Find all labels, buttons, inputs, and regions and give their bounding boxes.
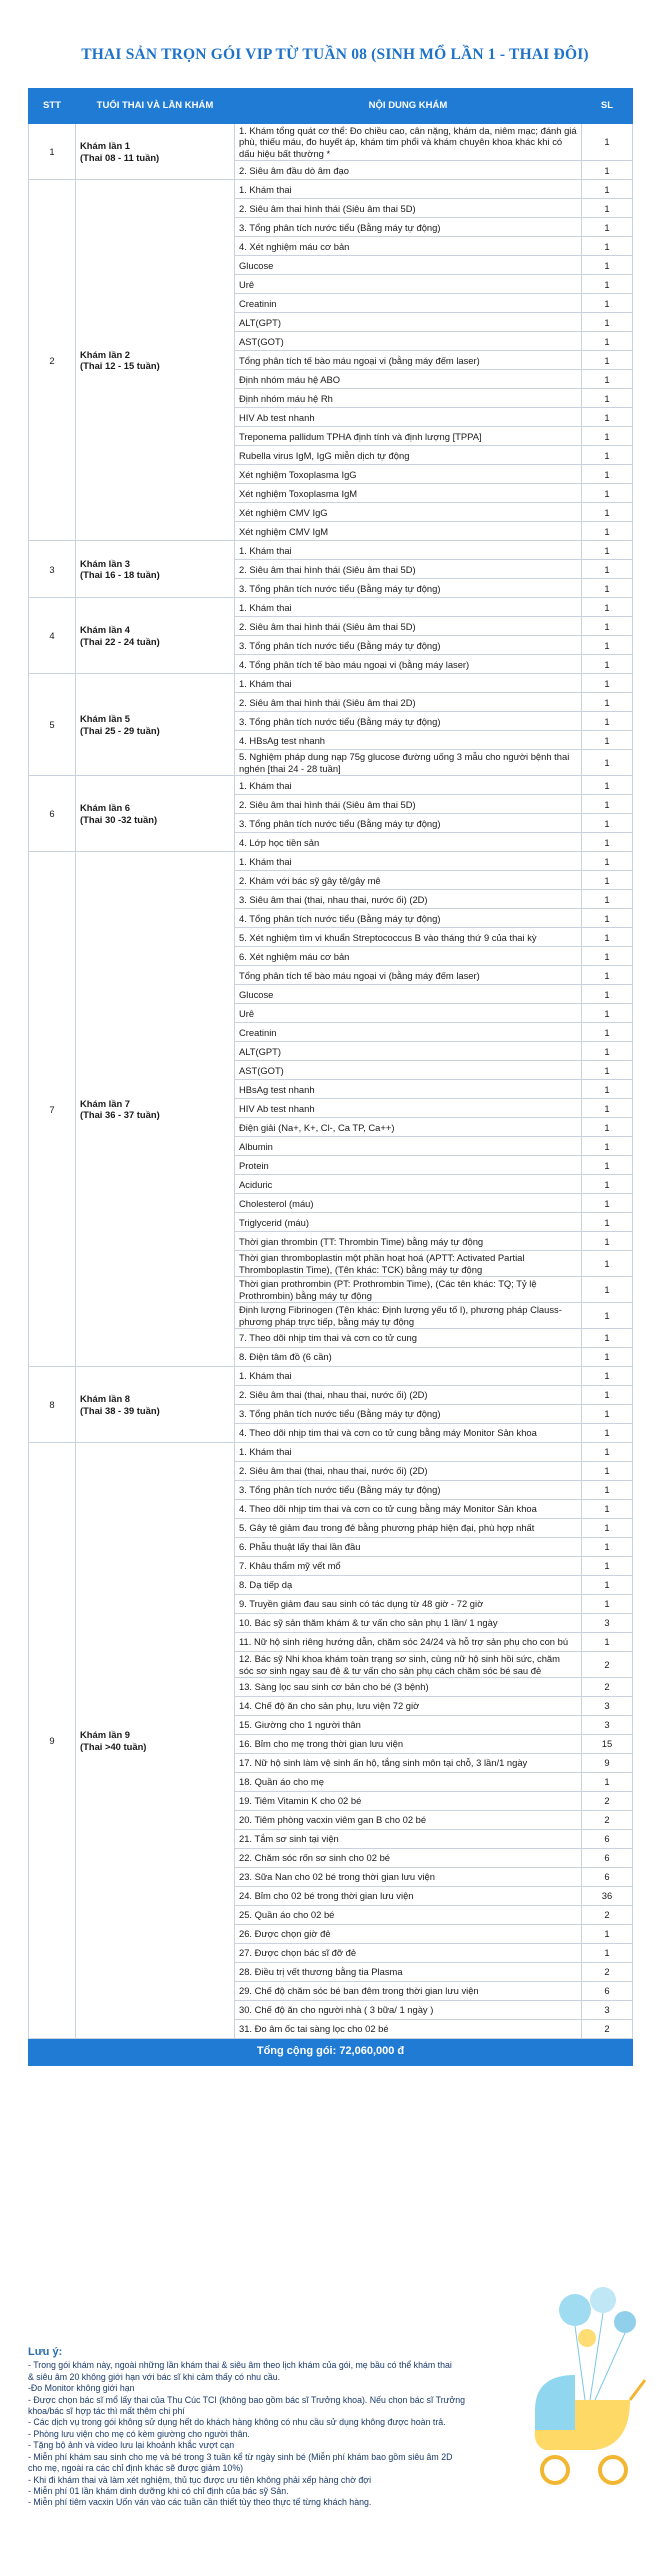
exam-content: Định nhóm máu hệ ABO xyxy=(235,370,582,389)
exam-quantity: 1 xyxy=(582,712,633,731)
note-line: -Đo Monitor không giới hạn xyxy=(28,2383,135,2394)
exam-content: 4. Tổng phân tích nước tiểu (Bằng máy tự động) xyxy=(235,909,582,928)
exam-content: Protein xyxy=(235,1156,582,1175)
exam-content: HIV Ab test nhanh xyxy=(235,408,582,427)
exam-quantity: 1 xyxy=(582,1329,633,1348)
exam-content: 13. Sàng lọc sau sinh cơ bản cho bé (3 bệnh) xyxy=(235,1678,582,1697)
exam-content: Định nhóm máu hệ Rh xyxy=(235,389,582,408)
exam-content: 7. Khâu thẩm mỹ vết mổ xyxy=(235,1557,582,1576)
exam-quantity: 1 xyxy=(582,1156,633,1175)
exam-content: 2. Siêu âm đầu dò âm đạo xyxy=(235,161,582,180)
exam-quantity: 1 xyxy=(582,579,633,598)
exam-quantity: 1 xyxy=(582,693,633,712)
exam-content: Triglycerid (máu) xyxy=(235,1213,582,1232)
exam-quantity: 1 xyxy=(582,1481,633,1500)
exam-content: 3. Tổng phân tích nước tiểu (Bằng máy tự động) xyxy=(235,814,582,833)
exam-content: 25. Quần áo cho 02 bé xyxy=(235,1906,582,1925)
exam-content: Tổng phân tích tế bào máu ngoại vi (bằng máy đếm laser) xyxy=(235,966,582,985)
header-content: NỘI DUNG KHÁM xyxy=(235,89,582,124)
visit-label-cell xyxy=(76,124,235,180)
exam-quantity: 1 xyxy=(582,275,633,294)
exam-content: 2. Siêu âm thai hình thái (Siêu âm thai 5D) xyxy=(235,560,582,579)
exam-quantity: 1 xyxy=(582,199,633,218)
exam-content: 4. Lớp học tiền sản xyxy=(235,833,582,852)
note-line: cho mẹ, ngoài ra các chỉ định khác sẽ được giảm 10%) xyxy=(28,2463,244,2474)
exam-content: 2. Siêu âm thai hình thái (Siêu âm thai 5D) xyxy=(235,199,582,218)
exam-quantity: 1 xyxy=(582,1944,633,1963)
exam-content: 17. Nữ hộ sinh làm vệ sinh ấn hộ, tắng sinh môn tại chỗ, 3 lần/1 ngày xyxy=(235,1754,582,1773)
exam-quantity: 1 xyxy=(582,966,633,985)
exam-quantity: 1 xyxy=(582,1500,633,1519)
exam-content: 6. Phẫu thuật lấy thai lần đầu xyxy=(235,1538,582,1557)
exam-content: Aciduric xyxy=(235,1175,582,1194)
exam-content: 3. Tổng phân tích nước tiểu (Bằng máy tự động) xyxy=(235,712,582,731)
visit-label-cell xyxy=(76,674,235,776)
visit-weeks: (Thai 25 - 29 tuần) xyxy=(80,724,160,736)
exam-quantity: 1 xyxy=(582,1443,633,1462)
exam-content: 9. Truyền giảm đau sau sinh có tác dụng từ 48 giờ - 72 giờ xyxy=(235,1595,582,1614)
exam-quantity: 3 xyxy=(582,1697,633,1716)
exam-quantity: 1 xyxy=(582,1137,633,1156)
exam-quantity: 1 xyxy=(582,1462,633,1481)
exam-quantity: 1 xyxy=(582,1633,633,1652)
exam-content: Thời gian thromboplastin một phần hoạt hoá (APTT: Activated Partial Thromboplastin Time), (Tên khác: TCK) bằng máy tự động xyxy=(235,1251,582,1277)
exam-quantity: 1 xyxy=(582,1367,633,1386)
exam-quantity: 2 xyxy=(582,1652,633,1678)
exam-quantity: 1 xyxy=(582,985,633,1004)
exam-content: 2. Khám với bác sỹ gây tê/gây mê xyxy=(235,871,582,890)
exam-quantity: 1 xyxy=(582,871,633,890)
visit-label-cell xyxy=(76,598,235,674)
exam-quantity: 1 xyxy=(582,237,633,256)
exam-content: 2. Siêu âm thai hình thái (Siêu âm thai 2D) xyxy=(235,693,582,712)
exam-content: Tổng phân tích tế bào máu ngoại vi (bằng máy đếm laser) xyxy=(235,351,582,370)
exam-content: 4. Theo dõi nhịp tim thai và cơn co tử cung bằng máy Monitor Sản khoa xyxy=(235,1424,582,1443)
exam-content: 2. Siêu âm thai (thai, nhau thai, nước ối) (2D) xyxy=(235,1386,582,1405)
exam-quantity: 6 xyxy=(582,1849,633,1868)
visit-number: 9 xyxy=(29,1443,76,2039)
exam-quantity: 1 xyxy=(582,1004,633,1023)
visit-label-cell xyxy=(76,541,235,598)
exam-quantity: 1 xyxy=(582,1194,633,1213)
visit-number: 1 xyxy=(29,124,76,180)
exam-content: 24. Bỉm cho 02 bé trong thời gian lưu viện xyxy=(235,1887,582,1906)
exam-content: 2. Siêu âm thai hình thái (Siêu âm thai 5D) xyxy=(235,795,582,814)
exam-quantity: 1 xyxy=(582,1213,633,1232)
exam-quantity: 1 xyxy=(582,1348,633,1367)
notes-section xyxy=(28,2345,528,2509)
exam-content: 4. Xét nghiệm máu cơ bản xyxy=(235,237,582,256)
visit-weeks: (Thai 36 - 37 tuần) xyxy=(80,1109,160,1121)
table-row xyxy=(29,541,633,560)
exam-content: 3. Siêu âm thai (thai, nhau thai, nước ối) (2D) xyxy=(235,890,582,909)
exam-content: 3. Tổng phân tích nước tiểu (Bằng máy tự động) xyxy=(235,218,582,237)
exam-content: 14. Chế độ ăn cho sản phụ, lưu viện 72 giờ xyxy=(235,1697,582,1716)
page-title: THAI SẢN TRỌN GÓI VIP TỪ TUẦN 08 (SINH MỔ LẦN 1 - THAI ĐÔI) xyxy=(81,46,589,63)
exam-content: 26. Được chọn giờ đẻ xyxy=(235,1925,582,1944)
visit-number: 2 xyxy=(29,180,76,541)
visit-weeks: (Thai 38 - 39 tuần) xyxy=(80,1404,160,1416)
exam-quantity: 1 xyxy=(582,909,633,928)
exam-quantity: 3 xyxy=(582,2001,633,2020)
exam-quantity: 1 xyxy=(582,1277,633,1303)
exam-content: 6. Xét nghiệm máu cơ bản xyxy=(235,947,582,966)
exam-quantity: 1 xyxy=(582,833,633,852)
visit-label-cell xyxy=(76,180,235,541)
exam-content: 3. Tổng phân tích nước tiểu (Bằng máy tự động) xyxy=(235,1405,582,1424)
exam-quantity: 1 xyxy=(582,560,633,579)
package-table xyxy=(28,88,633,2066)
exam-quantity: 1 xyxy=(582,161,633,180)
visit-weeks: (Thai 16 - 18 tuần) xyxy=(80,569,160,581)
exam-quantity: 1 xyxy=(582,1405,633,1424)
exam-content: 5. Gây tê giảm đau trong đẻ bằng phương pháp hiện đại, phù hợp nhất xyxy=(235,1519,582,1538)
exam-quantity: 1 xyxy=(582,1773,633,1792)
exam-content: 27. Được chọn bác sĩ đỡ đẻ xyxy=(235,1944,582,1963)
baby-stroller-decoration xyxy=(505,2280,655,2540)
exam-content: Thời gian thrombin (TT: Thrombin Time) bằng máy tự động xyxy=(235,1232,582,1251)
exam-quantity: 1 xyxy=(582,446,633,465)
exam-content: ALT(GPT) xyxy=(235,1042,582,1061)
table-header-row xyxy=(29,89,633,124)
exam-content: Treponema pallidum TPHA định tính và định lượng [TPPA] xyxy=(235,427,582,446)
visit-name: Khám lần 3 xyxy=(80,557,131,569)
exam-quantity: 1 xyxy=(582,313,633,332)
exam-quantity: 1 xyxy=(582,465,633,484)
exam-content: Glucose xyxy=(235,256,582,275)
exam-content: Điện giải (Na+, K+, Cl-, Ca TP, Ca++) xyxy=(235,1118,582,1137)
exam-quantity: 1 xyxy=(582,674,633,693)
exam-content: Xét nghiệm Toxoplasma IgM xyxy=(235,484,582,503)
exam-quantity: 3 xyxy=(582,1614,633,1633)
exam-quantity: 2 xyxy=(582,1678,633,1697)
exam-content: 3. Tổng phân tích nước tiểu (Bằng máy tự động) xyxy=(235,636,582,655)
table-row xyxy=(29,124,633,161)
table-row xyxy=(29,598,633,617)
exam-quantity: 6 xyxy=(582,1830,633,1849)
exam-content: 30. Chế độ ăn cho người nhà ( 3 bữa/ 1 ngày ) xyxy=(235,2001,582,2020)
note-line: - Miễn phí tiêm vacxin Uốn ván vào các tuần cần thiết tùy theo thực tế từng khách hàng. xyxy=(28,2497,372,2508)
note-line: & siêu âm 20 không giới hạn với bác sĩ khi cảm thấy có nhu cầu. xyxy=(28,2371,281,2382)
exam-quantity: 1 xyxy=(582,1386,633,1405)
note-line: - Các dịch vụ trong gói không sử dụng hết do khách hàng không có nhu cầu sử dụng không được hoàn trả. xyxy=(28,2417,446,2428)
exam-content: 1. Khám thai xyxy=(235,674,582,693)
total-row xyxy=(29,2039,633,2066)
exam-content: 20. Tiêm phòng vacxin viêm gan B cho 02 bé xyxy=(235,1811,582,1830)
visit-number: 3 xyxy=(29,541,76,598)
exam-quantity: 1 xyxy=(582,1232,633,1251)
exam-quantity: 2 xyxy=(582,1811,633,1830)
exam-content: Xét nghiệm Toxoplasma IgG xyxy=(235,465,582,484)
header-quantity: SL xyxy=(582,89,633,124)
visit-name: Khám lần 8 xyxy=(80,1393,131,1405)
exam-content: Creatinin xyxy=(235,294,582,313)
exam-content: 22. Chăm sóc rốn sơ sinh cho 02 bé xyxy=(235,1849,582,1868)
exam-quantity: 1 xyxy=(582,750,633,776)
exam-quantity: 1 xyxy=(582,294,633,313)
exam-content: 1. Khám thai xyxy=(235,598,582,617)
exam-quantity: 1 xyxy=(582,1925,633,1944)
stroller-icon xyxy=(535,2375,645,2483)
exam-content: 4. Tổng phân tích tế bào máu ngoại vi (bằng máy laser) xyxy=(235,655,582,674)
note-line: - Miễn phí khám sau sinh cho mẹ và bé trong 3 tuần kể từ ngày sinh bé (Miễn phí khám bao gồm siêu âm 2D xyxy=(28,2451,453,2462)
exam-quantity: 1 xyxy=(582,1519,633,1538)
exam-quantity: 1 xyxy=(582,351,633,370)
exam-content: 1. Khám thai xyxy=(235,776,582,795)
exam-content: 1. Khám tổng quát cơ thể: Đo chiều cao, cân nặng, khám da, niêm mạc; đánh giá phù, thiếu máu, đo huyết áp, khám tim phổi và khám chuyên khoa khác khi có dấu hiệu bất thường * xyxy=(235,124,582,161)
total-price: Tổng cộng gói: 72,060,000 đ xyxy=(29,2039,633,2066)
exam-content: 4. Theo dõi nhịp tim thai và cơn co tử cung bằng máy Monitor Sản khoa xyxy=(235,1500,582,1519)
exam-content: Urê xyxy=(235,275,582,294)
exam-quantity: 1 xyxy=(582,484,633,503)
exam-quantity: 36 xyxy=(582,1887,633,1906)
exam-content: 28. Điều trị vết thương bằng tia Plasma xyxy=(235,1963,582,1982)
exam-content: 4. HBsAg test nhanh xyxy=(235,731,582,750)
exam-content: 1. Khám thai xyxy=(235,541,582,560)
exam-quantity: 1 xyxy=(582,776,633,795)
exam-content: 2. Siêu âm thai (thai, nhau thai, nước ối) (2D) xyxy=(235,1462,582,1481)
notes-title: Lưu ý: xyxy=(28,2346,63,2358)
exam-content: 10. Bác sỹ sản thăm khám & tư vấn cho sản phụ 1 lần/ 1 ngày xyxy=(235,1614,582,1633)
visit-name: Khám lần 6 xyxy=(80,802,131,814)
note-line: khoa/bác sĩ hợp tác thì mất thêm chi phí xyxy=(28,2405,185,2416)
header-visit: TUỔI THAI VÀ LẦN KHÁM xyxy=(76,89,235,124)
visit-label-cell xyxy=(76,1443,235,2039)
exam-content: 31. Đo âm ốc tai sàng lọc cho 02 bé xyxy=(235,2020,582,2039)
exam-quantity: 1 xyxy=(582,503,633,522)
note-line: - Khi đi khám thai và làm xét nghiệm, thủ tục được ưu tiên không phải xếp hàng chờ đợi xyxy=(28,2474,372,2485)
exam-quantity: 1 xyxy=(582,427,633,446)
exam-quantity: 1 xyxy=(582,947,633,966)
exam-content: 1. Khám thai xyxy=(235,1443,582,1462)
exam-content: 23. Sữa Nan cho 02 bé trong thời gian lưu viện xyxy=(235,1868,582,1887)
exam-content: 1. Khám thai xyxy=(235,852,582,871)
exam-quantity: 2 xyxy=(582,2020,633,2039)
exam-content: 11. Nữ hộ sinh riêng hướng dẫn, chăm sóc 24/24 và hỗ trợ sản phụ cho con bú xyxy=(235,1633,582,1652)
exam-quantity: 1 xyxy=(582,1251,633,1277)
table-row xyxy=(29,1367,633,1386)
visit-name: Khám lần 7 xyxy=(80,1097,131,1109)
exam-content: Định lượng Fibrinogen (Tên khác: Định lượng yếu tố I), phương pháp Clauss- phương pháp trực tiếp, bằng máy tự động xyxy=(235,1303,582,1329)
exam-quantity: 1 xyxy=(582,1023,633,1042)
exam-content: Xét nghiệm CMV IgG xyxy=(235,503,582,522)
exam-content: 12. Bác sỹ Nhi khoa khám toàn trạng sơ sinh, cùng nữ hộ sinh hồi sức, chăm sóc sơ sinh ngay sau đẻ & tư vấn cho sản phụ cách chăm sóc bé sau đẻ xyxy=(235,1652,582,1678)
exam-content: Cholesterol (máu) xyxy=(235,1194,582,1213)
note-line: - Miễn phí 01 lần khám dinh dưỡng khi có chỉ định của bác sỹ Sản. xyxy=(28,2485,289,2496)
exam-quantity: 1 xyxy=(582,332,633,351)
exam-quantity: 1 xyxy=(582,1061,633,1080)
exam-content: 7. Theo dõi nhịp tim thai và cơn co tử cung xyxy=(235,1329,582,1348)
exam-content: 2. Siêu âm thai hình thái (Siêu âm thai 5D) xyxy=(235,617,582,636)
note-line: - Trong gói khám này, ngoài những lần khám thai & siêu âm theo lịch khám của gói, mẹ bầu có thể khám thai xyxy=(28,2360,452,2371)
note-line: - Tặng bộ ảnh và video lưu lại khoảnh khắc vượt cạn xyxy=(28,2440,235,2451)
exam-quantity: 1 xyxy=(582,124,633,161)
table-row xyxy=(29,180,633,199)
exam-quantity: 1 xyxy=(582,1538,633,1557)
exam-quantity: 2 xyxy=(582,1792,633,1811)
table-row xyxy=(29,776,633,795)
exam-quantity: 1 xyxy=(582,636,633,655)
exam-quantity: 3 xyxy=(582,1716,633,1735)
exam-quantity: 1 xyxy=(582,1595,633,1614)
visit-name: Khám lần 4 xyxy=(80,624,131,636)
exam-quantity: 15 xyxy=(582,1735,633,1754)
exam-quantity: 1 xyxy=(582,256,633,275)
visit-number: 8 xyxy=(29,1367,76,1443)
notes-list xyxy=(28,2360,528,2508)
exam-quantity: 1 xyxy=(582,890,633,909)
exam-content: ALT(GPT) xyxy=(235,313,582,332)
visit-weeks: (Thai 30 -32 tuần) xyxy=(80,813,158,825)
exam-content: Urê xyxy=(235,1004,582,1023)
visit-label-cell xyxy=(76,852,235,1367)
exam-quantity: 1 xyxy=(582,617,633,636)
note-line: - Phòng lưu viện cho mẹ có kèm giường cho người thân. xyxy=(28,2428,250,2439)
exam-content: Creatinin xyxy=(235,1023,582,1042)
table-row xyxy=(29,674,633,693)
exam-content: 1. Khám thai xyxy=(235,180,582,199)
visit-name: Khám lần 2 xyxy=(80,348,131,360)
exam-quantity: 1 xyxy=(582,180,633,199)
exam-content: AST(GOT) xyxy=(235,1061,582,1080)
visit-number: 7 xyxy=(29,852,76,1367)
visit-label-cell xyxy=(76,1367,235,1443)
visit-weeks: (Thai 08 - 11 tuần) xyxy=(80,151,160,163)
exam-quantity: 2 xyxy=(582,1963,633,1982)
exam-quantity: 1 xyxy=(582,1576,633,1595)
exam-content: 21. Tắm sơ sinh tại viện xyxy=(235,1830,582,1849)
exam-content: Glucose xyxy=(235,985,582,1004)
exam-content: HIV Ab test nhanh xyxy=(235,1099,582,1118)
visit-weeks: (Thai >40 tuần) xyxy=(80,1740,147,1752)
exam-content: Xét nghiệm CMV IgM xyxy=(235,522,582,541)
visit-name: Khám lần 9 xyxy=(80,1729,131,1741)
exam-quantity: 1 xyxy=(582,218,633,237)
exam-quantity: 1 xyxy=(582,795,633,814)
exam-quantity: 1 xyxy=(582,389,633,408)
exam-content: 8. Điện tâm đồ (6 cần) xyxy=(235,1348,582,1367)
visit-number: 5 xyxy=(29,674,76,776)
exam-content: AST(GOT) xyxy=(235,332,582,351)
exam-content: 29. Chế độ chăm sóc bé ban đêm trong thời gian lưu viện xyxy=(235,1982,582,2001)
exam-quantity: 1 xyxy=(582,370,633,389)
exam-content: 3. Tổng phân tích nước tiểu (Bằng máy tự động) xyxy=(235,579,582,598)
exam-quantity: 1 xyxy=(582,852,633,871)
exam-content: 15. Giường cho 1 người thân xyxy=(235,1716,582,1735)
exam-content: Thời gian prothrombin (PT: Prothrombin Time), (Các tên khác: TQ; Tỷ lệ Prothrombin) bằng máy tự động xyxy=(235,1277,582,1303)
exam-content: 8. Dạ tiếp dạ xyxy=(235,1576,582,1595)
exam-quantity: 1 xyxy=(582,731,633,750)
exam-content: 3. Tổng phân tích nước tiểu (Bằng máy tự động) xyxy=(235,1481,582,1500)
exam-quantity: 1 xyxy=(582,522,633,541)
exam-content: HBsAg test nhanh xyxy=(235,1080,582,1099)
exam-content: 18. Quần áo cho mẹ xyxy=(235,1773,582,1792)
exam-quantity: 9 xyxy=(582,1754,633,1773)
exam-quantity: 1 xyxy=(582,541,633,560)
visit-name: Khám lần 5 xyxy=(80,713,131,725)
table-body xyxy=(29,124,633,2039)
note-line: - Được chọn bác sĩ mổ lấy thai của Thu Cúc TCI (không bao gồm bác sĩ Trưởng khoa). Nếu chọn bác sĩ Trưởng xyxy=(28,2394,466,2405)
exam-quantity: 6 xyxy=(582,1868,633,1887)
exam-quantity: 1 xyxy=(582,1099,633,1118)
visit-number: 6 xyxy=(29,776,76,852)
exam-quantity: 1 xyxy=(582,598,633,617)
exam-content: Albumin xyxy=(235,1137,582,1156)
exam-quantity: 1 xyxy=(582,1303,633,1329)
exam-quantity: 1 xyxy=(582,1424,633,1443)
exam-quantity: 1 xyxy=(582,1042,633,1061)
exam-content: 1. Khám thai xyxy=(235,1367,582,1386)
table-row xyxy=(29,1443,633,1462)
exam-quantity: 1 xyxy=(582,408,633,427)
exam-quantity: 1 xyxy=(582,1175,633,1194)
exam-content: 19. Tiêm Vitamin K cho 02 bé xyxy=(235,1792,582,1811)
exam-quantity: 1 xyxy=(582,928,633,947)
exam-quantity: 1 xyxy=(582,814,633,833)
exam-quantity: 1 xyxy=(582,1118,633,1137)
exam-quantity: 1 xyxy=(582,1557,633,1576)
exam-quantity: 6 xyxy=(582,1982,633,2001)
visit-number: 4 xyxy=(29,598,76,674)
visit-weeks: (Thai 12 - 15 tuần) xyxy=(80,360,160,372)
exam-quantity: 1 xyxy=(582,1080,633,1099)
exam-quantity: 2 xyxy=(582,1906,633,1925)
visit-name: Khám lần 1 xyxy=(80,140,131,152)
exam-quantity: 1 xyxy=(582,655,633,674)
exam-content: 5. Xét nghiệm tìm vi khuẩn Streptococcus B vào tháng thứ 9 của thai kỳ xyxy=(235,928,582,947)
visit-weeks: (Thai 22 - 24 tuần) xyxy=(80,635,160,647)
exam-content: 16. Bỉm cho mẹ trong thời gian lưu viện xyxy=(235,1735,582,1754)
table-row xyxy=(29,852,633,871)
exam-content: 5. Nghiệm pháp dung nạp 75g glucose đường uống 3 mẫu cho người bệnh thai nghén [thai 24 - 28 tuần] xyxy=(235,750,582,776)
exam-content: Rubella virus IgM, IgG miễn dịch tự động xyxy=(235,446,582,465)
header-stt: STT xyxy=(29,89,76,124)
visit-label-cell xyxy=(76,776,235,852)
